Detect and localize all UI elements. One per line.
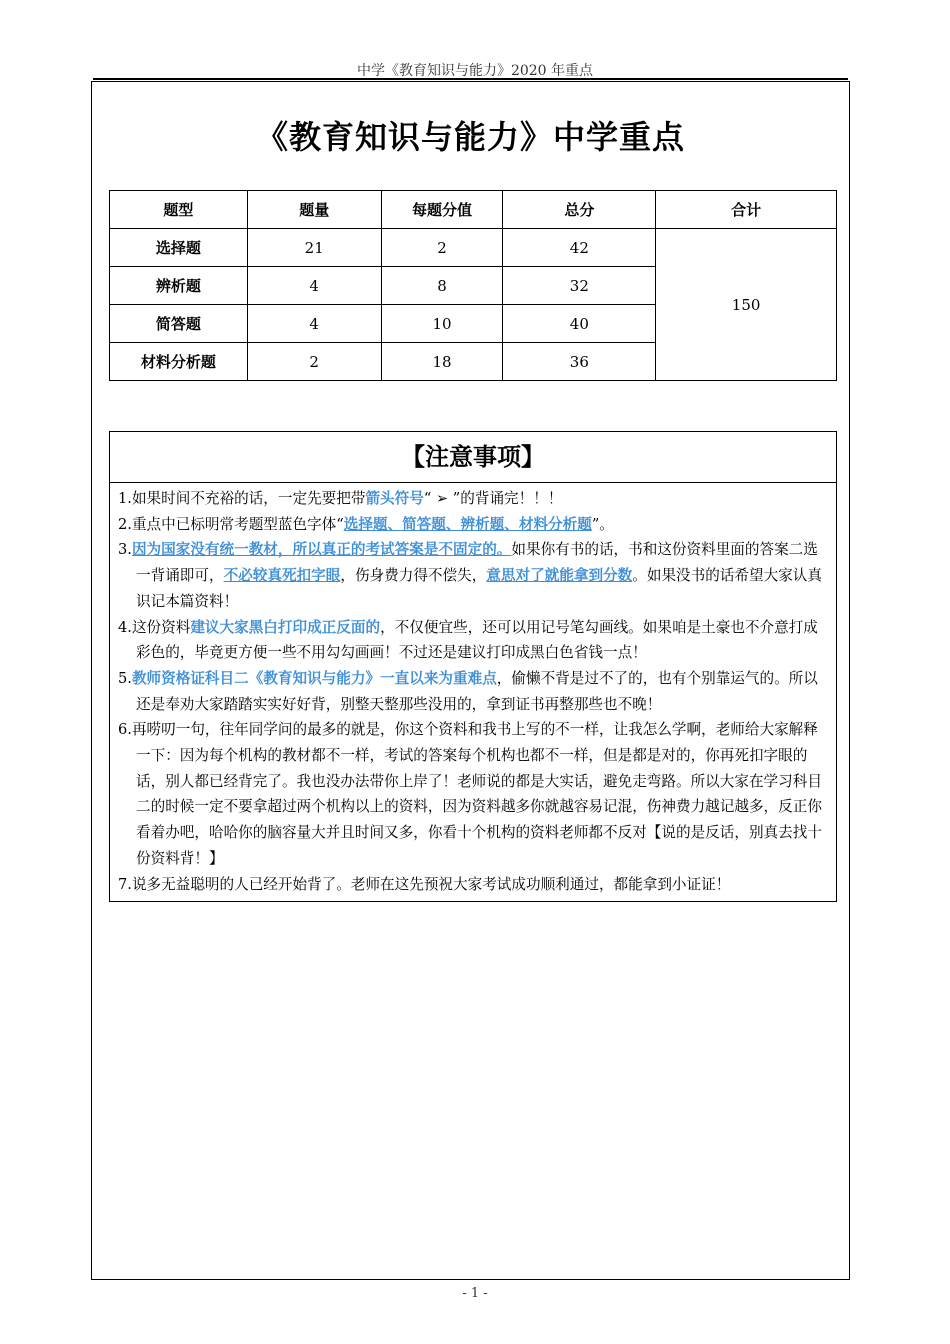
cell-points: 18: [381, 343, 503, 381]
document-title: 《教育知识与能力》中学重点: [255, 118, 685, 156]
cell-type: 材料分析题: [110, 343, 248, 381]
header-count: 题量: [247, 191, 381, 229]
cell-total: 36: [503, 343, 656, 381]
item-text: 如果时间不充裕的话，一定先要把带: [131, 490, 366, 507]
item-text: 这份资料: [131, 618, 191, 636]
notes-title: 【注意事项】: [110, 432, 836, 483]
cell-total: 32: [503, 267, 656, 305]
score-table: [109, 190, 837, 381]
item-highlight: 意思对了就能拿到分数: [486, 567, 633, 585]
table-row: [110, 229, 837, 267]
cell-count: 2: [247, 343, 381, 381]
cell-count: 21: [247, 229, 381, 267]
item-number: 1.: [118, 490, 132, 507]
item-highlight: 因为国家没有统一教材，所以真正的考试答案是不固定的。: [131, 541, 512, 559]
score-table-header-row: [110, 191, 837, 229]
cell-type: 简答题: [110, 305, 248, 343]
header-total: 总分: [503, 191, 656, 229]
item-text: “ ➢ ”的背诵完！！！: [423, 490, 563, 507]
item-highlight: 教师资格证科目二《教育知识与能力》一直以来为重难点: [131, 669, 497, 687]
cell-count: 4: [247, 305, 381, 343]
item-text: 。如果没书的话希望大家认真识记本篇资料！: [136, 567, 822, 610]
header-points: 每题分值: [381, 191, 503, 229]
cell-points: 8: [381, 267, 503, 305]
item-text: 如果你有书的话，书和这份资料里面的答案二选一背诵即可，: [136, 541, 818, 585]
cell-total: 40: [503, 305, 656, 343]
item-number: 4.: [118, 618, 132, 636]
list-item: [118, 872, 828, 898]
item-highlight: 箭头符号: [365, 490, 424, 507]
running-header: 中学《教育知识与能力》2020 年重点: [356, 63, 594, 79]
item-text: 说多无益聪明的人已经开始背了。老师在这先预祝大家考试成功顺利通过，都能拿到小证证！: [131, 875, 731, 893]
cell-count: 4: [247, 267, 381, 305]
header-grand-total: 合计: [656, 191, 837, 229]
item-text: 再唠叨一句，往年同学问的最多的就是，你这个资料和我书上写的不一样，让我怎么学啊，老师给大家解释一下：因为每个机构的教材都不一样，考试的答案每个机构也都不一样，但是都是对的，你再死扣字眼的话，别人都已经背完了。我也没办法带你上岸了！老师说的都是大实话，避免走弯路。所以大家在学习科目二的时候一定不要拿超过两个机构以上的资料，因为资料越多你就越容易记混，伤神费力越记越多，反正你看着办吧，哈哈你的脑容量大并且时间又多，你看十个机构的资料老师都不反对【说的是反话，别真去找十份资料背！】: [131, 721, 822, 867]
item-number: 5.: [118, 669, 132, 687]
cell-points: 10: [381, 305, 503, 343]
list-item: [118, 666, 828, 717]
item-number: 3.: [118, 541, 132, 559]
notes-list: [110, 483, 836, 897]
item-number: 6.: [118, 721, 132, 739]
item-highlight: 不必较真死扣字眼: [223, 567, 341, 585]
item-highlight: 选择题、简答题、辨析题、材料分析题: [343, 515, 592, 533]
list-item: [118, 512, 828, 538]
item-text: 重点中已标明常考题型蓝色字体“: [131, 515, 344, 533]
list-item: [118, 537, 828, 614]
item-highlight: 建议大家黑白打印成正反面的: [190, 618, 381, 636]
item-text: ”。: [591, 515, 614, 533]
cell-type: 辨析题: [110, 267, 248, 305]
header-rule: [93, 78, 848, 80]
item-text: ，偷懒不背是过不了的，也有个别靠运气的。所以还是奉劝大家踏踏实实好好背，别整天整那些没用的，拿到证书再整那些也不晚！: [136, 669, 818, 713]
list-item: [118, 717, 828, 871]
item-number: 7.: [118, 875, 132, 893]
item-number: 2.: [118, 515, 132, 533]
cell-total: 42: [503, 229, 656, 267]
header-type: 题型: [110, 191, 248, 229]
cell-type: 选择题: [110, 229, 248, 267]
list-item: [118, 486, 828, 512]
cell-points: 2: [381, 229, 503, 267]
item-text: ，伤身费力得不偿失，: [340, 567, 487, 585]
cell-grand-total: 150: [656, 229, 837, 381]
item-text: ，不仅便宜些，还可以用记号笔勾画线。如果咱是土豪也不介意打成彩色的，毕竟更方便一些不用勾勾画画！不过还是建议打印成黑白色省钱一点！: [136, 618, 818, 662]
page-number: - 1 -: [462, 1286, 488, 1301]
list-item: [118, 615, 828, 666]
notes-box: [109, 431, 837, 902]
